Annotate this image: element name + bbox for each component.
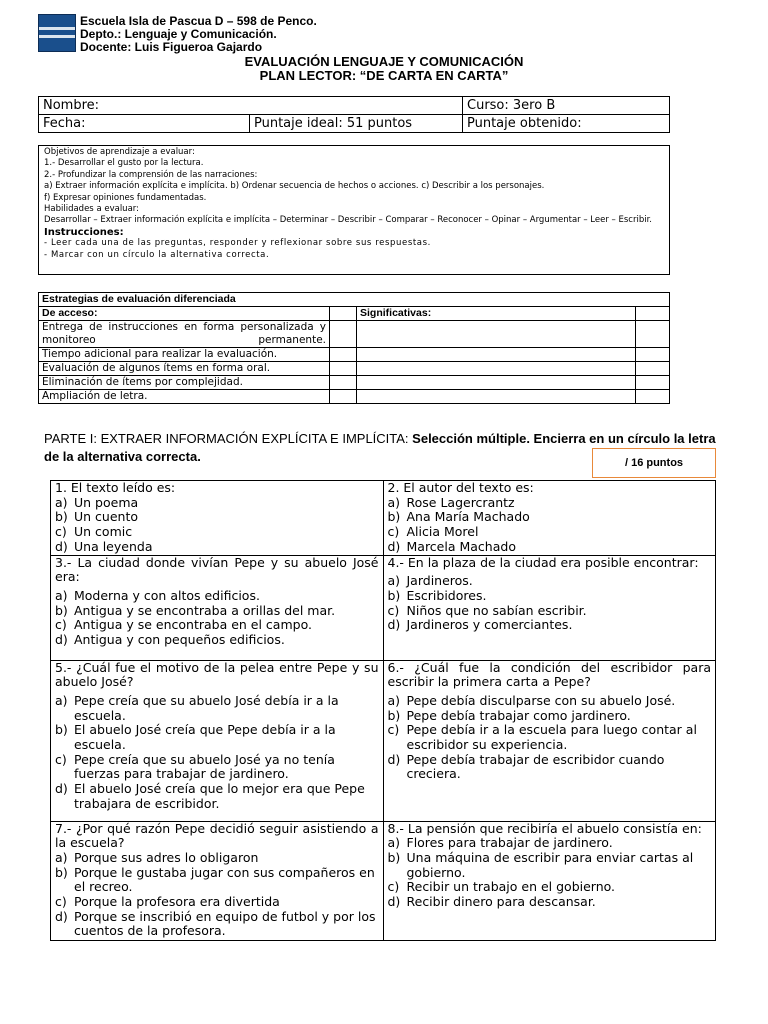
answer-option[interactable]: b) Ana María Machado: [387, 509, 530, 525]
answer-option[interactable]: c) Niños que no sabían escribir.: [387, 602, 587, 618]
answer-option[interactable]: a) Un poema: [55, 494, 139, 510]
question-text: 7.- ¿Por qué razón Pepe decidió seguir asistiendo a la escuela?: [55, 820, 379, 851]
instruction-line: - Marcar con un círculo la alternativa correcta.: [44, 249, 270, 260]
score-box: / 16 puntos: [592, 448, 716, 478]
strategy-check[interactable]: [330, 348, 357, 362]
name-cell[interactable]: Nombre:: [39, 97, 463, 115]
strategy-check[interactable]: [330, 321, 357, 348]
question-cell: [51, 555, 384, 660]
question-text: 5.- ¿Cuál fue el motivo de la pelea entre Pepe y su abuelo José?: [55, 659, 379, 690]
question-text: 1. El texto leído es:: [55, 480, 176, 495]
strategy-check[interactable]: [330, 390, 357, 404]
answer-option[interactable]: c) Antigua y se encontraba en el campo.: [55, 617, 312, 633]
question-cell: [383, 555, 716, 660]
question-text: 4.- En la plaza de la ciudad era posible encontrar:: [387, 554, 699, 570]
question-cell: [383, 660, 716, 821]
question-cell: [51, 660, 384, 821]
objective-line: 2.- Profundizar la comprensión de las narraciones:: [44, 169, 258, 180]
answer-option[interactable]: a) Rose Lagercrantz: [387, 494, 515, 510]
answer-option[interactable]: c) Alicia Morel: [387, 524, 479, 540]
student-info-table: [38, 96, 670, 133]
course-cell: Curso: 3ero B: [463, 97, 670, 115]
answer-option[interactable]: c) Recibir un trabajo en el gobierno.: [387, 879, 616, 895]
answer-option[interactable]: c) Porque la profesora era divertida: [55, 894, 280, 910]
answer-option[interactable]: d) Antigua y con pequeños edificios.: [55, 632, 285, 648]
question-text: 3.- La ciudad donde vivían Pepe y su abuelo José era:: [55, 554, 379, 585]
answer-option[interactable]: a) Pepe debía disculparse con su abuelo José.: [387, 692, 676, 708]
plan-title: PLAN LECTOR: “DE CARTA EN CARTA”: [259, 68, 509, 83]
question-cell: [383, 481, 716, 556]
answer-option[interactable]: d) Porque se inscribió en equipo de futbol y por los cuentos de la profesora.: [55, 908, 376, 939]
question-cell: [51, 821, 384, 940]
answer-option[interactable]: c) Pepe creía que su abuelo José ya no tenía fuerzas para trabajar de jardinero.: [55, 751, 335, 782]
strategy-check[interactable]: [330, 362, 357, 376]
answer-option[interactable]: b) Un cuento: [55, 509, 139, 525]
question-text: 2. El autor del texto es:: [387, 480, 534, 495]
strategy-row: Evaluación de algunos ítems en forma oral.: [39, 362, 330, 376]
part-one-title: PARTE I: EXTRAER INFORMACIÓN EXPLÍCITA E IMPLÍCITA:: [44, 431, 413, 446]
objectives-box: [38, 145, 670, 275]
answer-option[interactable]: b) Pepe debía trabajar como jardinero.: [387, 707, 631, 723]
skills-title: Habilidades a evaluar:: [44, 204, 139, 215]
objective-line: a) Extraer información explícita e implícita. b) Ordenar secuencia de hechos o acciones. c) Describir a los personajes.: [44, 181, 545, 192]
department: Depto.: Lenguaje y Comunicación.: [80, 27, 277, 41]
ideal-score-cell: Puntaje ideal: 51 puntos: [250, 115, 463, 133]
access-label: De acceso:: [39, 307, 330, 321]
strategy-row: Eliminación de ítems por complejidad.: [39, 376, 330, 390]
answer-option[interactable]: a) Moderna y con altos edificios.: [55, 587, 260, 603]
question-text: 8.- La pensión que recibiría el abuelo consistía en:: [387, 820, 702, 836]
strategy-check[interactable]: [330, 376, 357, 390]
school-name: Escuela Isla de Pascua D – 598 de Penco.: [80, 14, 317, 28]
teacher: Docente: Luis Figueroa Gajardo: [80, 40, 263, 54]
objective-line: Objetivos de aprendizaje a evaluar:: [44, 147, 195, 157]
answer-option[interactable]: c) Pepe debía ir a la escuela para luego contar al escribidor su experiencia.: [387, 722, 697, 753]
answer-option[interactable]: a) Jardineros.: [387, 573, 473, 589]
question-cell: [383, 821, 716, 940]
question-cell: [51, 481, 384, 556]
date-cell[interactable]: Fecha:: [39, 115, 250, 133]
instructions-title: Instrucciones:: [44, 226, 124, 238]
answer-option[interactable]: b) Porque le gustaba jugar con sus compañeros en el recreo.: [55, 864, 375, 895]
skills-line: Desarrollar – Extraer información explícita e implícita – Determinar – Describir – Comparar – Reconocer – Opinar – Argumentar – Leer – Escribir.: [44, 215, 652, 226]
significant-check[interactable]: [636, 307, 670, 321]
answer-option[interactable]: a) Porque sus adres lo obligaron: [55, 849, 259, 865]
answer-option[interactable]: d) Marcela Machado: [387, 538, 516, 554]
school-logo: [38, 14, 76, 52]
part-one-instruction: Selección múltiple. Encierra en un círculo la letra de la alternativa correcta.: [44, 431, 716, 464]
eval-title: EVALUACIÓN LENGUAJE Y COMUNICACIÓN: [244, 54, 524, 69]
answer-option[interactable]: b) Escribidores.: [387, 587, 487, 603]
answer-option[interactable]: b) El abuelo José creía que Pepe debía ir a la escuela.: [55, 722, 336, 753]
answer-option[interactable]: d) Recibir dinero para descansar.: [387, 894, 596, 910]
significant-label: Significativas:: [357, 307, 636, 321]
objective-line: 1.- Desarrollar el gusto por la lectura.: [44, 158, 204, 169]
objective-line: f) Expresar opiniones fundamentadas.: [44, 192, 207, 203]
answer-option[interactable]: d) Una leyenda: [55, 538, 153, 554]
answer-option[interactable]: d) Pepe debía trabajar de escribidor cuando creciera.: [387, 751, 665, 782]
question-text: 6.- ¿Cuál fue la condición del escribidor para escribir la primera carta a Pepe?: [387, 659, 711, 690]
obtained-score-cell[interactable]: Puntaje obtenido:: [463, 115, 670, 133]
strategy-row: Ampliación de letra.: [39, 390, 330, 404]
answer-option[interactable]: b) Antigua y se encontraba a orillas del mar.: [55, 602, 336, 618]
answer-option[interactable]: b) Una máquina de escribir para enviar cartas al gobierno.: [387, 849, 694, 880]
answer-option[interactable]: d) Jardineros y comerciantes.: [387, 617, 573, 633]
answer-option[interactable]: d) El abuelo José creía que lo mejor era que Pepe trabajara de escribidor.: [55, 781, 365, 811]
instruction-line: - Leer cada una de las preguntas, responder y reflexionar sobre sus respuestas.: [44, 238, 431, 249]
access-check[interactable]: [330, 307, 357, 321]
answer-option[interactable]: c) Un comic: [55, 524, 133, 540]
strategies-table: [38, 292, 670, 404]
questions-table: [50, 480, 716, 941]
strategies-title: Estrategias de evaluación diferenciada: [39, 293, 670, 307]
strategy-row: Tiempo adicional para realizar la evaluación.: [39, 348, 330, 362]
answer-option[interactable]: a) Flores para trabajar de jardinero.: [387, 835, 613, 851]
strategy-row: Entrega de instrucciones en forma personalizada y monitoreo permanente.: [39, 321, 330, 348]
answer-option[interactable]: a) Pepe creía que su abuelo José debía ir a la escuela.: [55, 692, 339, 723]
